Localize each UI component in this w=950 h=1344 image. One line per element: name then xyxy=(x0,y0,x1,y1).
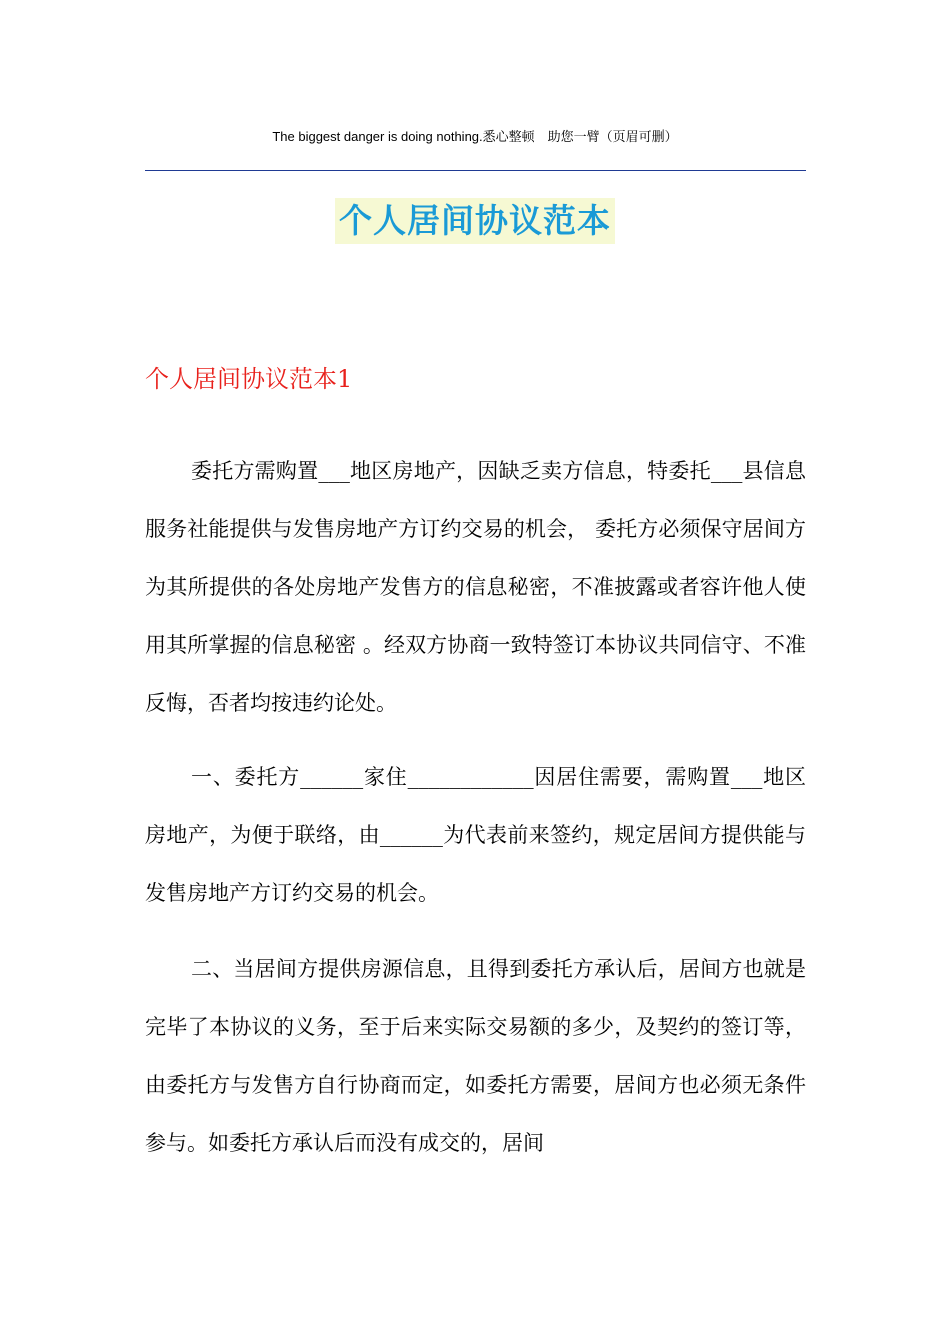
document-title: 个人居间协议范本 xyxy=(335,198,615,244)
body-paragraph: 委托方需购置___地区房地产，因缺乏卖方信息，特委托___县信息服务社能提供与发售房地产方订约交易的机会， 委托方必须保守居间方为其所提供的各处房地产发售方的信息秘密，不准披露或者容许他人使用其所掌握的信息秘密 。经双方协商一致特签订本协议共同信守、不准反悔，否者均按违约论处。 xyxy=(145,459,806,715)
document-title-container xyxy=(0,198,950,244)
body-paragraph-group-2 xyxy=(145,748,806,922)
body-paragraph: 二、当居间方提供房源信息，且得到委托方承认后，居间方也就是完毕了本协议的义务，至于后来实际交易额的多少，及契约的签订等，由委托方与发售方自行协商而定，如委托方需要，居间方也必须无条件参与。如委托方承认后而没有成交的，居间 xyxy=(145,957,806,1155)
body-paragraph-group-1 xyxy=(145,442,806,732)
header-divider xyxy=(145,170,806,171)
section-heading: 个人居间协议范本1 xyxy=(145,365,353,393)
body-paragraph-group-3 xyxy=(145,940,806,1172)
page-header-text: The biggest danger is doing nothing.悉心整顿 助您一臂（页眉可删） xyxy=(272,129,678,144)
body-paragraph: 一、委托方______家住____________因居住需要，需购置___地区房地产，为便于联络，由______为代表前来签约，规定居间方提供能与发售房地产方订约交易的机会。 xyxy=(145,765,806,905)
